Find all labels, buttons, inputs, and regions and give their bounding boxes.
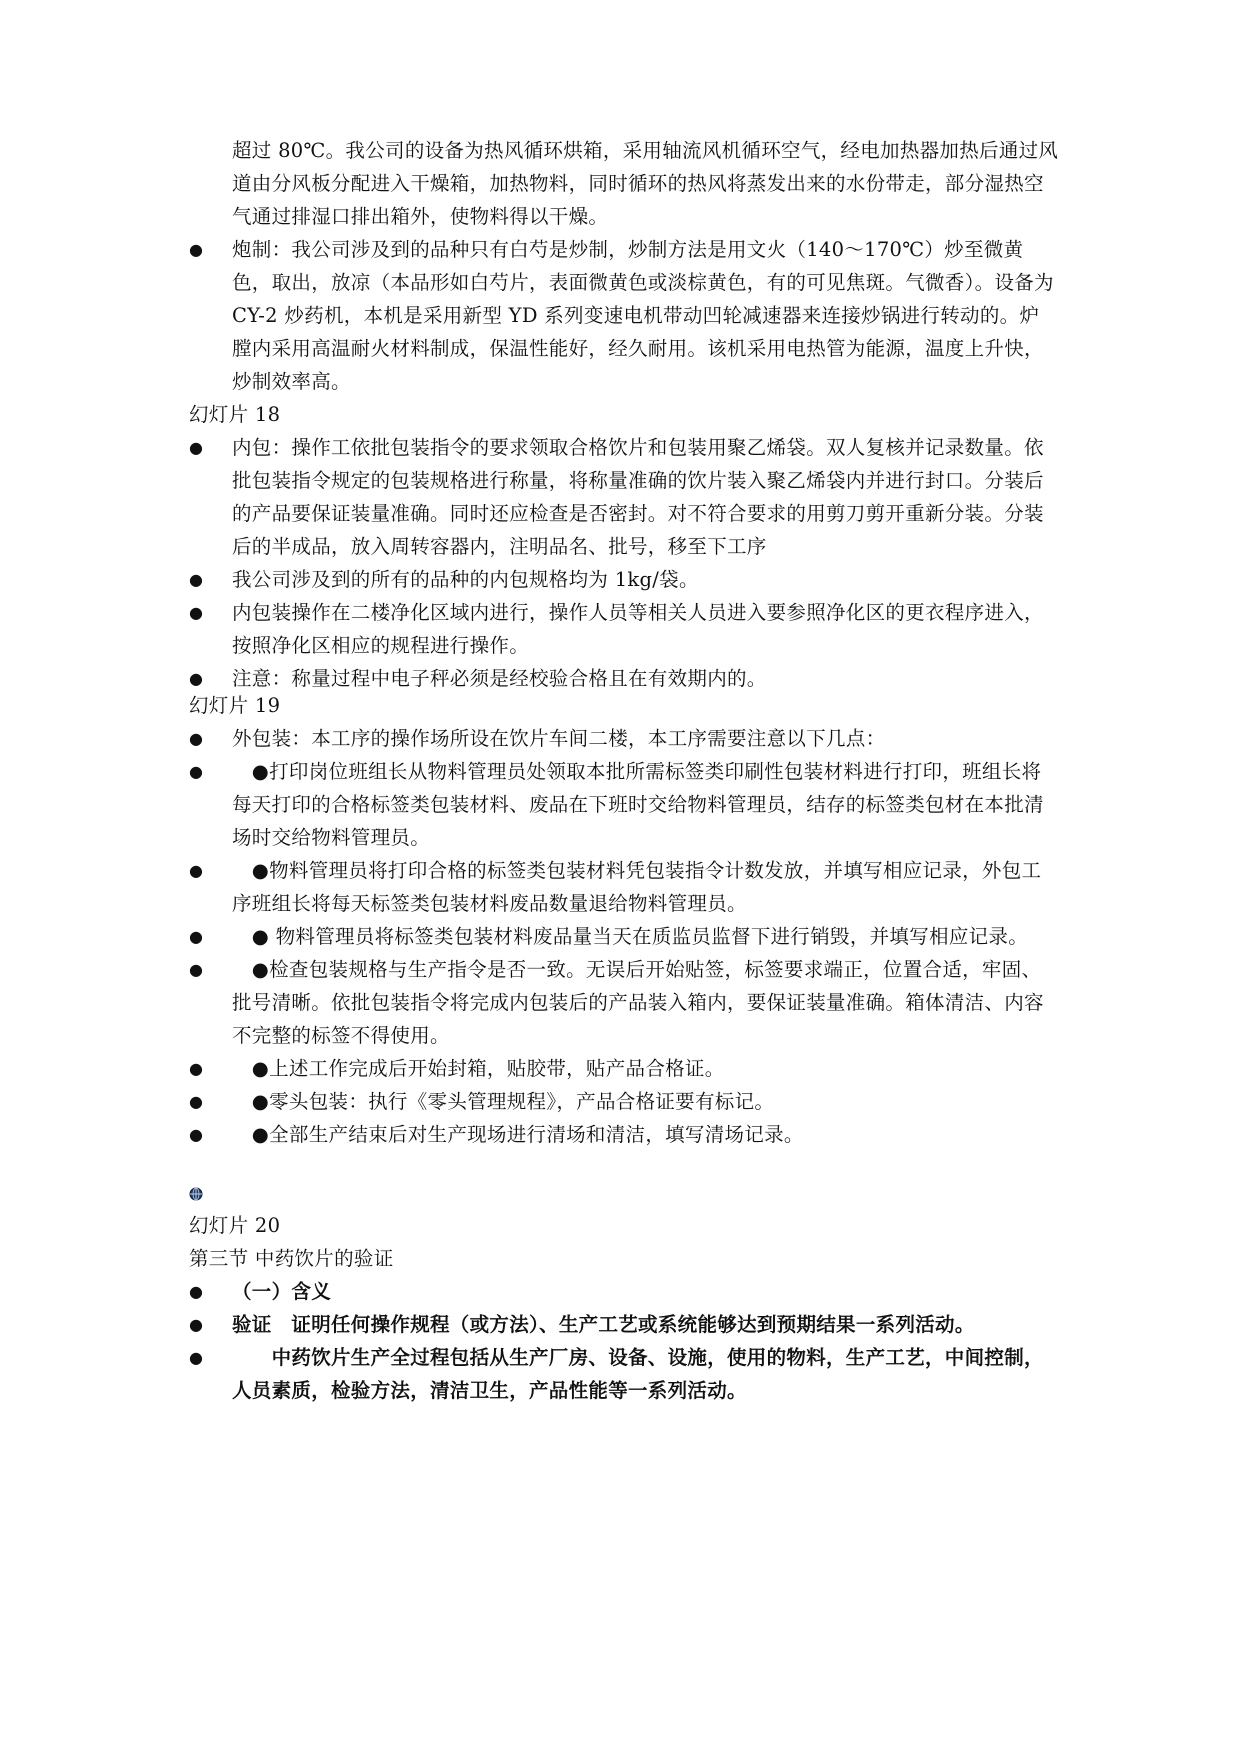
bullet-icon: ● — [189, 1125, 204, 1144]
list-item-text: ●物料管理员将打印合格的标签类包装材料凭包装指令计数发放，并填写相应记录，外包工序班组长将每天标签类包装材料废品数量退给物料管理员。 — [232, 859, 1042, 915]
list-item — [189, 953, 1059, 1052]
bullet-icon: ● — [189, 438, 204, 457]
list-item — [189, 563, 1059, 596]
list-item-text: ●打印岗位班组长从物料管理员处领取本批所需标签类印刷性包装材料进行打印，班组长将每天打印的合格标签类包装材料、废品在下班时交给物料管理员，结存的标签类包材在本批清场时交给物料管理员。 — [232, 760, 1044, 849]
slide-20-label: 幻灯片 20 — [189, 1214, 281, 1237]
list-item-text: 内包装操作在二楼净化区域内进行，操作人员等相关人员进入要参照净化区的更衣程序进入，按照净化区相应的规程进行操作。 — [232, 601, 1044, 657]
bullet-icon: ● — [189, 1059, 204, 1078]
slide-19-label: 幻灯片 19 — [189, 694, 281, 717]
list-item-text: ●零头包装：执行《零头管理规程》，产品合格证要有标记。 — [232, 1090, 775, 1113]
list-item — [189, 920, 1059, 953]
list-item-text: 内包：操作工依批包装指令的要求领取合格饮片和包装用聚乙烯袋。双人复核并记录数量。依批包装指令规定的包装规格进行称量，将称量准确的饮片装入聚乙烯袋内并进行封口。分装后的产品要保证装量准确。同时还应检查是否密封。对不符合要求的用剪刀剪开重新分装。分装后的半成品，放入周转容器内，注明品名、批号，移至下工序 — [232, 436, 1044, 558]
list-item-text: ●检查包装规格与生产指令是否一致。无误后开始贴签，标签要求端正，位置合适，牢固、批号清晰。依批包装指令将完成内包装后的产品装入箱内，要保证装量准确。箱体清洁、内容不完整的标签不得使用。 — [232, 958, 1044, 1047]
bullet-icon: ● — [189, 1348, 204, 1367]
list-item-text: ●上述工作完成后开始封箱，贴胶带，贴产品合格证。 — [232, 1057, 725, 1080]
slide-18-section — [189, 398, 1059, 695]
drying-section — [189, 134, 1059, 398]
list-item — [189, 596, 1059, 662]
list-item-text: 中药饮片生产全过程包括从生产厂房、设备、设施，使用的物料，生产工艺，中间控制，人员素质，检验方法，清洁卫生，产品性能等一系列活动。 — [232, 1346, 1044, 1402]
list-item — [189, 1308, 1059, 1341]
bullet-icon: ● — [189, 240, 204, 259]
list-item — [189, 1341, 1059, 1407]
slide-18-label: 幻灯片 18 — [189, 403, 281, 426]
list-item-paozhi — [189, 233, 1059, 398]
list-item-text: ● 物料管理员将标签类包装材料废品量当天在质监员监督下进行销毁，并填写相应记录。 — [232, 925, 1029, 948]
list-item-text: 炮制：我公司涉及到的品种只有白芍是炒制，炒制方法是用文火（140～170℃）炒至微黄色，取出，放凉（本品形如白芍片，表面微黄色或淡棕黄色，有的可见焦斑。气微香）。设备为 CY-2 炒药机，本机是采用新型 YD 系列变速电机带动凹轮减速器来连接炒锅进行转动的。炉膛内采用高温耐火材料制成，保温性能好，经久耐用。该机采用电热管为能源，温度上升快，炒制效率高。 — [232, 238, 1054, 393]
list-item — [189, 722, 1059, 755]
drying-continuation: 超过 80℃。我公司的设备为热风循环烘箱，采用轴流风机循环空气，经电加热器加热后通过风道由分风板分配进入干燥箱，加热物料，同时循环的热风将蒸发出来的水份带走，部分湿热空气通过排湿口排出箱外，使物料得以干燥。 — [232, 139, 1059, 228]
bullet-icon: ● — [189, 1282, 204, 1301]
list-item — [189, 755, 1059, 854]
list-item-text: （一）含义 — [232, 1280, 332, 1303]
list-item — [189, 431, 1059, 563]
list-item — [189, 1052, 1059, 1085]
bullet-icon: ● — [189, 729, 204, 748]
bullet-icon: ● — [189, 1092, 204, 1111]
list-item-text: 验证 证明任何操作规程（或方法）、生产工艺或系统能够达到预期结果一系列活动。 — [232, 1313, 975, 1336]
bullet-icon: ● — [189, 927, 204, 946]
list-item — [189, 1275, 1059, 1308]
list-item — [189, 854, 1059, 920]
globe-icon — [189, 1187, 203, 1201]
bullet-icon: ● — [189, 762, 204, 781]
bullet-icon: ● — [189, 669, 204, 688]
list-item-text: ●全部生产结束后对生产现场进行清场和清洁，填写清场记录。 — [232, 1123, 804, 1146]
bullet-icon: ● — [189, 1315, 204, 1334]
bullet-icon: ● — [189, 603, 204, 622]
list-item-text: 我公司涉及到的所有的品种的内包规格均为 1kg/袋。 — [232, 568, 699, 591]
list-item-text: 外包装：本工序的操作场所设在饮片车间二楼，本工序需要注意以下几点： — [232, 727, 886, 750]
bullet-icon: ● — [189, 861, 204, 880]
list-item — [189, 1085, 1059, 1118]
slide-20-section — [189, 1183, 1059, 1407]
bullet-icon: ● — [189, 570, 204, 589]
section-title: 第三节 中药饮片的验证 — [189, 1247, 394, 1270]
bullet-icon: ● — [189, 960, 204, 979]
slide-19-section — [189, 689, 1059, 1151]
list-item — [189, 1118, 1059, 1151]
list-item-text: 注意：称量过程中电子秤必须是经校验合格且在有效期内的。 — [232, 667, 767, 690]
